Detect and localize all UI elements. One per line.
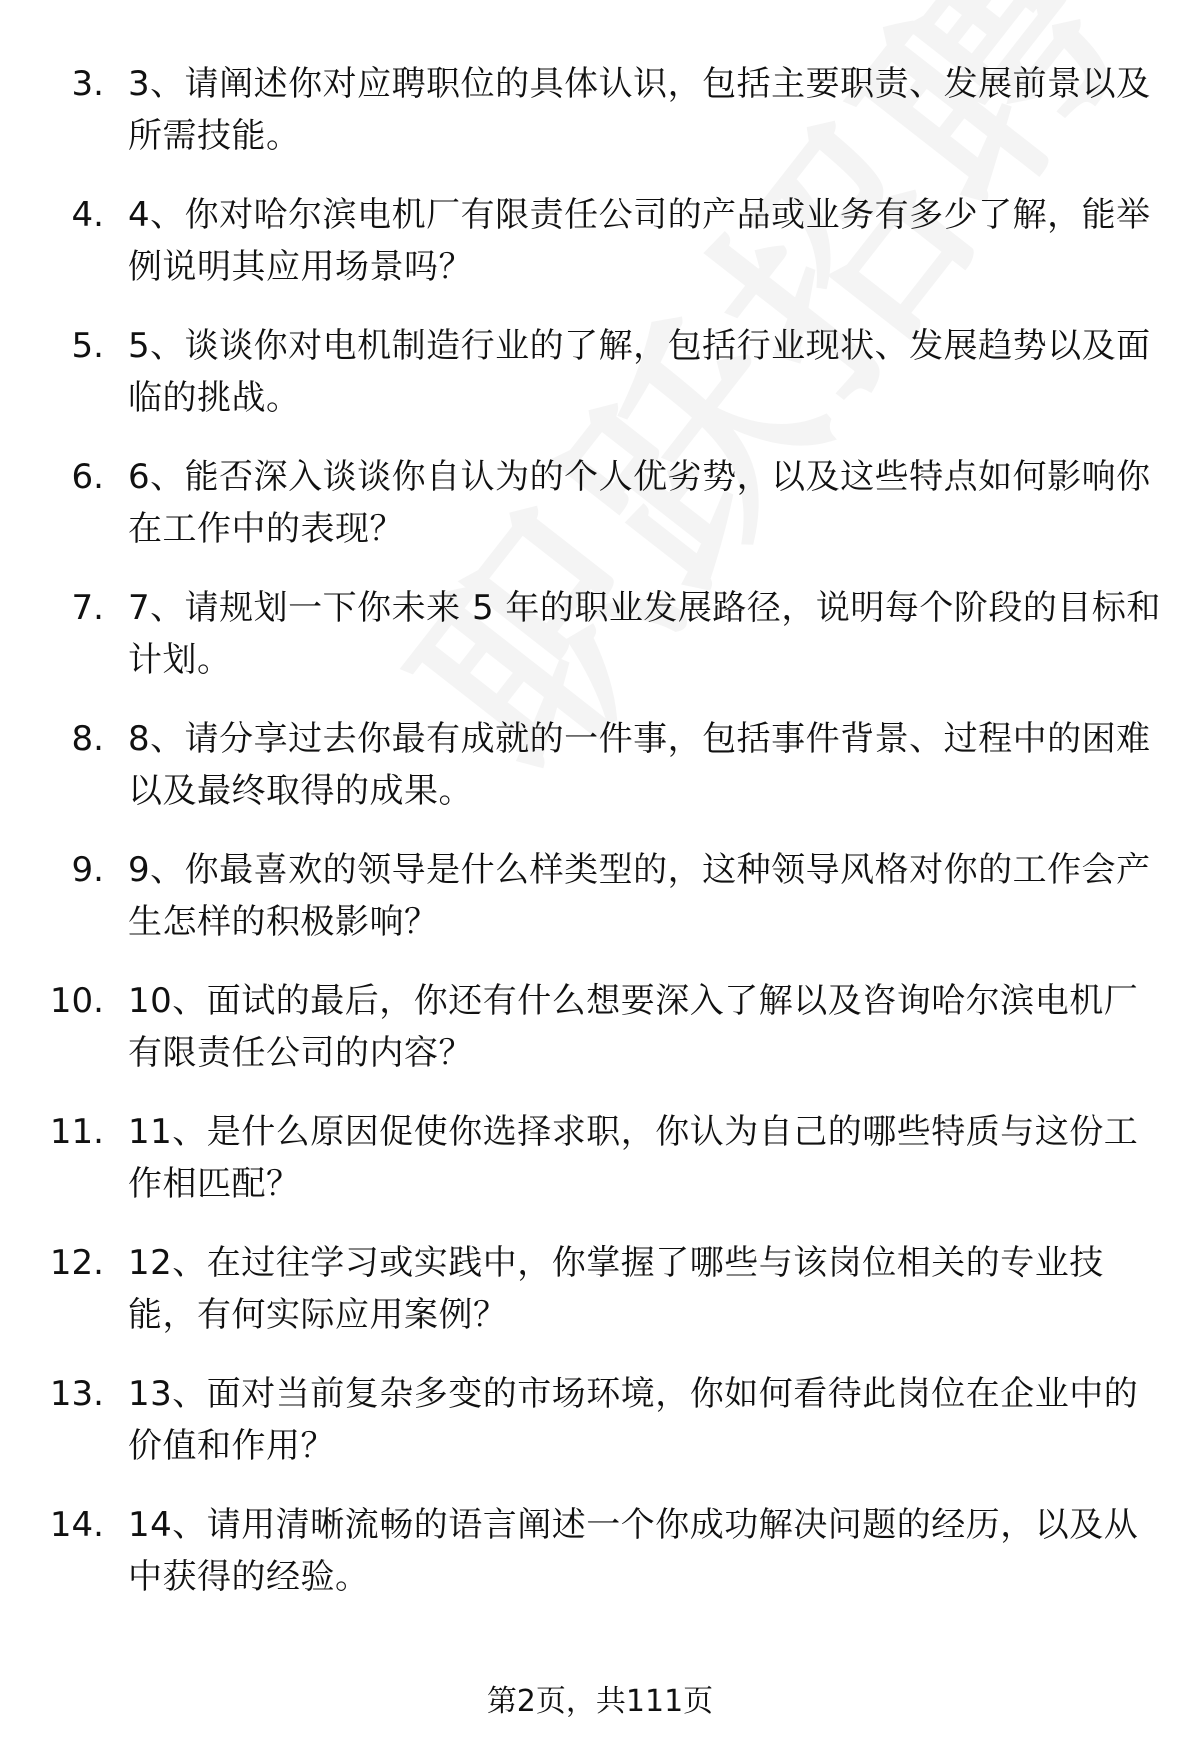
question-text: 8、请分享过去你最有成就的一件事，包括事件背景、过程中的困难以及最终取得的成果。 xyxy=(128,719,1151,811)
question-item xyxy=(0,451,1200,582)
question-text: 11、是什么原因促使你选择求职，你认为自己的哪些特质与这份工作相匹配？ xyxy=(128,1112,1139,1204)
question-number: 3. xyxy=(71,64,104,104)
question-text: 14、请用清晰流畅的语言阐述一个你成功解决问题的经历，以及从中获得的经验。 xyxy=(128,1505,1139,1597)
question-item xyxy=(0,975,1200,1106)
question-number: 12. xyxy=(49,1243,104,1283)
question-number: 10. xyxy=(49,981,104,1021)
question-item xyxy=(0,1106,1200,1237)
question-text: 12、在过往学习或实践中，你掌握了哪些与该岗位相关的专业技能，有何实际应用案例？ xyxy=(128,1243,1104,1335)
question-number: 11. xyxy=(49,1112,104,1152)
question-text: 13、面对当前复杂多变的市场环境，你如何看待此岗位在企业中的价值和作用？ xyxy=(128,1374,1139,1466)
question-number: 6. xyxy=(71,457,104,497)
question-item xyxy=(0,1368,1200,1499)
question-number: 14. xyxy=(49,1505,104,1545)
question-text: 10、面试的最后，你还有什么想要深入了解以及咨询哈尔滨电机厂有限责任公司的内容？ xyxy=(128,981,1139,1073)
question-text: 4、你对哈尔滨电机厂有限责任公司的产品或业务有多少了解，能举例说明其应用场景吗？ xyxy=(128,195,1151,287)
question-number: 9. xyxy=(71,850,104,890)
question-number: 8. xyxy=(71,719,104,759)
page-footer: 第2页，共111页 xyxy=(486,1684,714,1719)
question-number: 5. xyxy=(71,326,104,366)
question-number: 7. xyxy=(71,588,104,628)
question-text: 5、谈谈你对电机制造行业的了解，包括行业现状、发展趋势以及面临的挑战。 xyxy=(128,326,1151,418)
question-text: 3、请阐述你对应聘职位的具体认识，包括主要职责、发展前景以及所需技能。 xyxy=(128,64,1151,156)
question-item xyxy=(0,1237,1200,1368)
question-item xyxy=(0,582,1200,713)
question-text: 7、请规划一下你未来 5 年的职业发展路径，说明每个阶段的目标和计划。 xyxy=(128,588,1161,680)
question-item xyxy=(0,713,1200,844)
question-item xyxy=(0,1499,1200,1630)
question-text: 9、你最喜欢的领导是什么样类型的，这种领导风格对你的工作会产生怎样的积极影响？ xyxy=(128,850,1151,942)
question-number: 13. xyxy=(49,1374,104,1414)
question-item xyxy=(0,189,1200,320)
question-item xyxy=(0,58,1200,189)
question-number: 4. xyxy=(71,195,104,235)
question-item xyxy=(0,844,1200,975)
question-item xyxy=(0,320,1200,451)
question-text: 6、能否深入谈谈你自认为的个人优劣势，以及这些特点如何影响你在工作中的表现？ xyxy=(128,457,1151,549)
question-list xyxy=(0,58,1200,1630)
